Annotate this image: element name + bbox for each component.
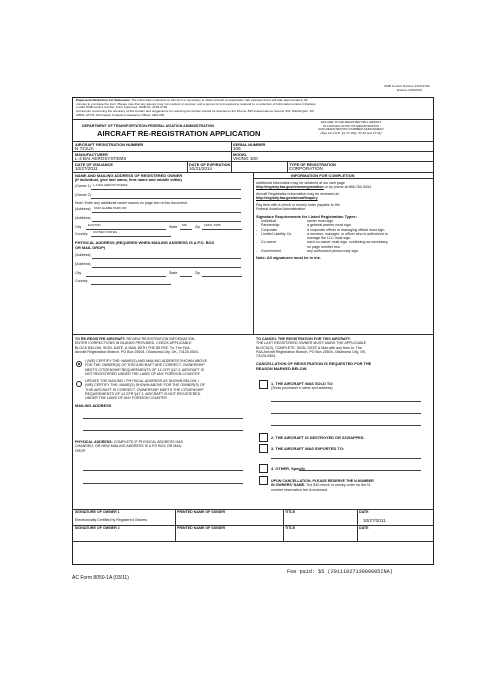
physical-address2-field[interactable] (92, 267, 241, 268)
info-fee-text1: Pay fees with a check or money order payable to the (256, 203, 340, 207)
physical-country-label: Country (75, 279, 88, 283)
signature-owner2-label: SIGNATURE OF OWNER 2 (75, 526, 120, 530)
export-country-line[interactable] (271, 458, 421, 459)
physical-change-line1[interactable] (83, 470, 243, 471)
update-address-radio[interactable] (76, 381, 82, 387)
registration-type-value: CORPORATION (289, 166, 323, 171)
title2-label: TITLE (285, 526, 295, 530)
title1-label: TITLE (285, 510, 295, 514)
owner-zip-label: Zip (195, 225, 200, 229)
model-value: VIKING 100 (233, 156, 258, 161)
physical-address2-label: (Address) (75, 262, 91, 266)
owner-address-field[interactable]: 9043 GLEBE PARK DR (94, 206, 127, 210)
date2-label: DATE (359, 526, 369, 530)
physical-city-label: City (75, 271, 82, 275)
owner-address2-label: (Address) (75, 216, 91, 220)
form-number: AC Form 8050-1A (03/11) (72, 575, 129, 581)
failure-warning: FAILURE TO RE-REGISTER WILL RESULT IN CANCELLATION OF REGISTRATION AND REGISTRATION NUMBER ASSIGNMENT (See 14 C.F.R. §§ 47.15(i), 47.40 and 47.41) (318, 120, 384, 136)
physical-address-field[interactable] (92, 258, 241, 259)
owner1-label: (Owner 1) (75, 184, 91, 188)
cancel-reason-heading: CANCELLATION OF REGISTRATION IS REQUESTED FOR THE REASON MARKED BELOW. (256, 361, 372, 371)
printed-name2-label: PRINTED NAME OF SIGNER (177, 526, 226, 530)
physical-city-field[interactable] (86, 276, 166, 277)
manufacturer-label: MANUFACTURER (75, 152, 108, 157)
date1-label: DATE (359, 510, 369, 514)
reg-number-value: N 721UA (75, 146, 94, 151)
manufacturer-value: L-3 BAI AEROSYSTEMS (75, 156, 127, 161)
owner-subheading: (If individual, give last name, first name and middle initial) (75, 177, 182, 182)
exported-checkbox[interactable] (259, 444, 268, 453)
owner-note: Note: Enter any additional owner names on page two of this document. (75, 201, 188, 205)
owner-country-label: Country (75, 232, 88, 236)
mailing-address-line2[interactable] (83, 430, 243, 431)
physical-zip-field[interactable] (202, 276, 242, 277)
destroyed-label: 2. THE AIRCRAFT IS DESTROYED OR SCRAPPED. (271, 435, 365, 440)
signature-types-list: - Individual owner must sign. - Partnership a general partner must sign. - Corporate a corporate officer or managing official must sign. - Limited Liability Co. a member, manager, or officer who is authorized to manage the LLC must sign. - Co-owner each co-owner must sign, continuing as necessary, on page number two. - Government any authorized person may sign. (256, 219, 389, 254)
owner-city-field[interactable]: EASTON (88, 223, 101, 227)
mailing-address-line1[interactable] (83, 418, 243, 419)
update-address-text: UPDATE THE MAILING / PHYSICAL ADDRESS AS SHOWN BELOW. I (WE) CERTIFY THE: NAME(S) SHOWN ABOVE FOR THE OWNER(S) OF THIS AIRCRAFT IS CORRECT, OWNERSHIP MEETS THE CITIZENSHIP REQUIREMENTS OF 14 CFR §47.3, AIRCRAFT IS NOT REGISTERED UNDER THE LAWS OF ANY FOREIGN COUNTRY. (85, 379, 205, 401)
issuance-date-value: 10/27/2011 (75, 166, 98, 171)
owner2-field[interactable] (91, 198, 241, 199)
info-review-text: Aircraft Registration information may be reviewed at : (256, 192, 341, 196)
owner-zip-field[interactable]: 21601-7085 (204, 223, 221, 227)
owner-city-label: City (75, 225, 82, 229)
signature-owner1-label: SIGNATURE OF OWNER 1 (75, 510, 120, 514)
reg-number-label: AIRCRAFT REGISTRATION NUMBER (75, 142, 144, 147)
physical-change-line2[interactable] (83, 483, 243, 484)
physical-address-change-text: PHYSICAL ADDRESS: COMPLETE IF PHYSICAL ADDRESS HAS CHANGED; OR NEW MAILING ADDRESS IS A PO BOX OR MAIL DROP. (75, 440, 183, 453)
signature-owner1-value[interactable]: Electronically Certified by Registered Owners (75, 518, 148, 522)
exported-label: 3. THE AIRCRAFT WAS EXPORTED TO: (271, 446, 345, 451)
purchaser-line1[interactable] (271, 401, 421, 402)
info-web-text: Additional information may be obtained at our web page (256, 181, 345, 185)
printed-name1-label: PRINTED NAME OF SIGNER (177, 510, 226, 514)
sold-checkbox[interactable] (259, 380, 268, 389)
info-heading: INFORMATION FOR COMPLETION (291, 173, 355, 178)
certify-correct-radio[interactable] (76, 361, 82, 367)
owner-address-label: (Address) (75, 207, 91, 211)
cancel-instructions: TO CANCEL THE REGISTRATION FOR THIS AIRCRAFT: THE LAST REGISTERED OWNER MUST: MARK THE APPLICABLE BLOCK(S), COMPLETE, SIGN, DATE & Mail with any fees to: The FAA Aircraft Registration Branch, PO Box 25504, Oklahoma City, OK, 73125-0504. (256, 337, 367, 359)
paperwork-statement: Paperwork Reduction Act Statement: The information collected on this form is necessary to obtain aircraft re-registration. We estimate that it will take approximately 30 minutes to complete the form. Please note that any agency may not conduct or sponsor, and a person is not required to respond to, a collection of information unless it displays a valid OMB control number. Form Approved, OMB No. 2120-0729 Comments concerning the accuracy of this burden and suggestions for reducing the burden should be directed to the FAA at: 800 Independence Avenue SW, Washington, DC 20591, ATTN: Information Collection Clearance Officer, AES-200 (76, 98, 316, 117)
form-title: AIRCRAFT RE-REGISTRATION APPLICATION (97, 129, 261, 138)
date1-value[interactable]: 10/27/2011 (363, 518, 386, 523)
reserve-nnumber-checkbox[interactable] (259, 476, 268, 485)
serial-number-label: SERIAL NUMBER (233, 142, 266, 147)
model-label: MODEL (233, 152, 248, 157)
owner-state-label: State (169, 225, 178, 229)
physical-state-label: State (169, 271, 178, 275)
ink-note: Note: All signatures must be in ink. (256, 255, 321, 260)
info-web-line: http://registry.faa.gov/renewregistration or by phone at 866-762-9434. (256, 185, 372, 189)
omb-control-number: OMB Control Number 2120-0729 (384, 84, 430, 88)
info-fee-text2: Federal Aviation Administration. (256, 207, 307, 211)
physical-state-field[interactable] (180, 276, 192, 277)
signature-req-heading: Signature Requirements for Listed Registration Types: (256, 214, 357, 219)
physical-zip-label: Zip (195, 271, 200, 275)
expiration-date-value: 10/31/2014 (189, 166, 212, 171)
registration-form (72, 97, 434, 565)
other-specify-line[interactable] (299, 470, 421, 471)
owner-country-field[interactable]: UNITED STATES (93, 230, 117, 234)
fee-paid: Fee paid: $5 (2011102713000085INA) (287, 569, 393, 575)
owner2-label: (Owner 2) (75, 193, 91, 197)
owner-address2-field[interactable] (92, 221, 241, 222)
issuance-date-label: DATE OF ISSUANCE (75, 162, 113, 167)
mailing-address-label: MAILING ADDRESS (75, 403, 112, 408)
renew-registration-link[interactable]: http://registry.faa.gov/renewregistration (256, 185, 324, 189)
destroyed-checkbox[interactable] (259, 433, 268, 442)
purchaser-line3[interactable] (271, 425, 421, 426)
other-checkbox[interactable] (259, 464, 268, 473)
registration-type-label: TYPE OF REGISTRATION (289, 162, 336, 167)
physical-heading: PHYSICAL ADDRESS (REQUIRED WHEN MAILING ADDRESS IS A P.O. BOX OR MAIL DROP) (75, 240, 215, 250)
department-name: DEPARTMENT OF TRANSPORTATION-FEDERAL AVIATION ADMINISTRATION (82, 124, 215, 128)
aircraft-inquiry-link[interactable]: http://registry.faa.gov/aircraftinquiry (256, 196, 318, 200)
serial-number-value: 106 (233, 146, 241, 151)
other-label: 4. OTHER, Specify (271, 466, 305, 471)
reregister-instructions: TO RE-REGISTER AIRCRAFT: REVIEW REGISTRATION INFORMATION, ENTER CORRECTIONS IN BLANKS PROVIDED. CHECK APPLICABLE BLOCK BELOW. SIGN, DATE, & MAIL WITH THE $5 FEE. To: The FAA Aircraft Registration Branch, PO Box 25504, Oklahoma City, OK, 73125-0504. (75, 337, 199, 354)
owner-heading: NAME AND MAILING ADDRESS OF REGISTERED OWNER (75, 173, 183, 178)
sold-sublabel: (Show purchaser's name and address) (271, 386, 333, 390)
sold-label: 1. THE AIRCRAFT WAS SOLD TO: (271, 381, 334, 386)
certify-correct-text: I (WE) CERTIFY THE: NAME(S) AND MAILING ADDRESS SHOWN ABOVE FOR THE OWNER(S) OF THIS AIRCRAFT ARE CORRECT, OWNERSHIP MEETS CITIZENSHIP REQUIREMENTS OF 14 CFR §47.3, AIRCRAFT IS NOT REGISTERED UNDER THE LAWS OF ANY FOREIGN COUNTRY. (85, 359, 208, 376)
expiration-date-label: DATE OF EXPIRATION (189, 162, 231, 167)
reserve-nnumber-text: UPON CANCELLATION, PLEASE RESERVE THE N-NUMBER IN OWNERS' NAME. The $10 check or money order for the N- number reservation fee is enclosed. (271, 479, 374, 492)
physical-country-field[interactable] (91, 284, 171, 285)
purchaser-line2[interactable] (271, 413, 421, 414)
owner-state-field[interactable]: MD (182, 223, 187, 227)
owner1-field[interactable]: L-3 BAI AEROSYSTEMS (93, 183, 128, 187)
omb-expiration: Expires 2/29/2012 (397, 88, 422, 92)
physical-address-label: (Address) (75, 253, 91, 257)
